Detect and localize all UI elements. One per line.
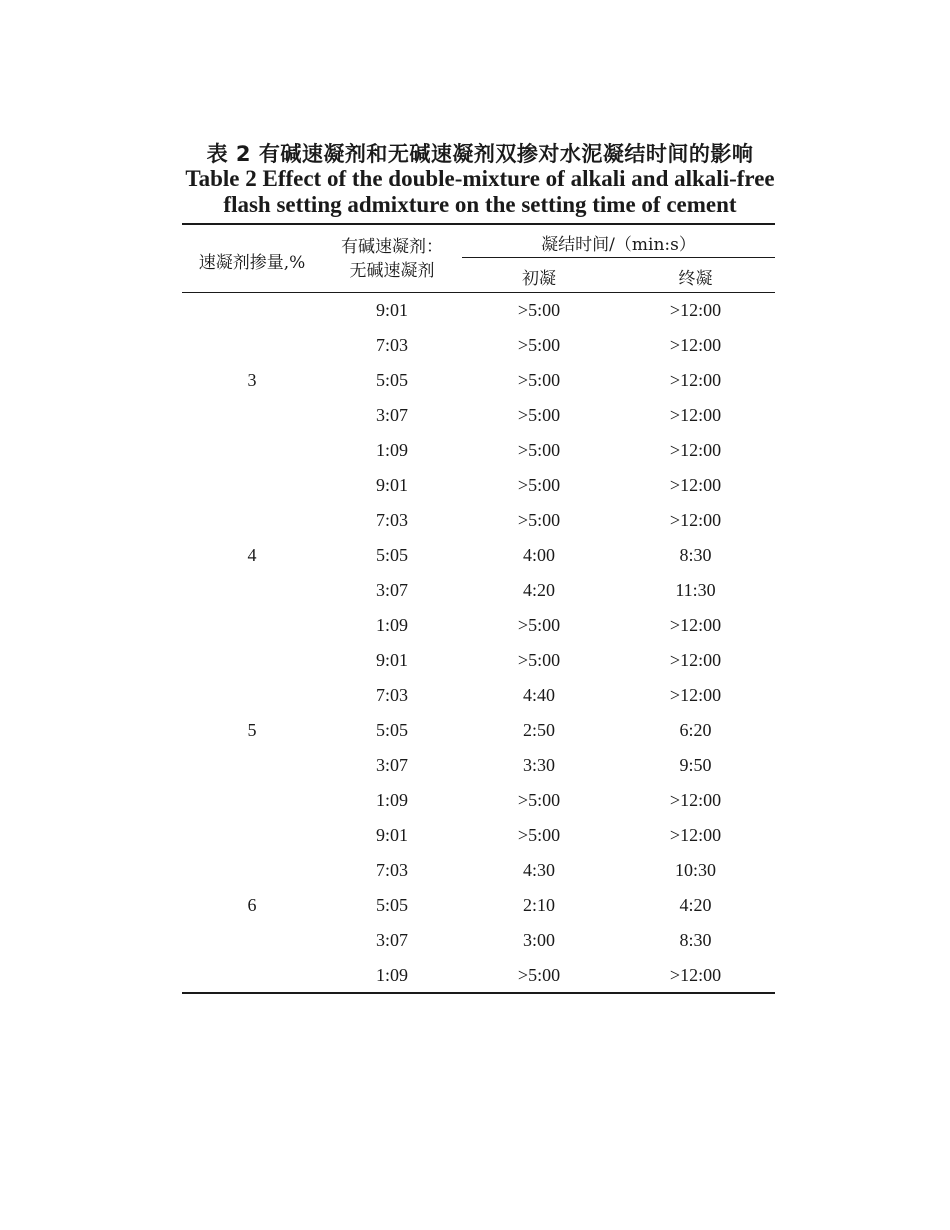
cell-ratio: 9:01: [375, 825, 408, 845]
header-final-set: 终凝: [678, 269, 713, 289]
cell-initial-set: >5:00: [517, 475, 561, 495]
cell-final-set: 8:30: [679, 545, 712, 565]
cell-initial-set: 2:10: [522, 895, 555, 915]
cell-final-set: >12:00: [669, 300, 722, 320]
cell-final-set: 11:30: [675, 580, 716, 600]
cell-initial-set: 4:00: [522, 545, 555, 565]
cell-ratio: 9:01: [375, 475, 408, 495]
cell-initial-set: >5:00: [517, 510, 561, 530]
cell-dosage: 5: [247, 720, 257, 740]
cell-ratio: 9:01: [375, 650, 408, 670]
cell-final-set: 9:50: [679, 755, 712, 775]
cell-final-set: 8:30: [679, 930, 712, 950]
cell-final-set: 4:20: [679, 895, 712, 915]
caption-english-line1: Table 2 Effect of the double-mixture of alkali and alkali-free: [185, 166, 775, 191]
cell-dosage: 4: [247, 545, 257, 565]
cell-final-set: >12:00: [669, 475, 722, 495]
header-setting-time: 凝结时间/（min:s）: [541, 235, 696, 255]
cell-initial-set: 4:30: [522, 860, 555, 880]
cell-ratio: 1:09: [375, 440, 408, 460]
table-bottom-rule: [182, 992, 775, 994]
cell-dosage: 3: [247, 370, 257, 390]
cell-final-set: >12:00: [669, 685, 722, 705]
cell-ratio: 7:03: [375, 685, 408, 705]
cell-initial-set: >5:00: [517, 825, 561, 845]
cell-initial-set: 4:20: [522, 580, 555, 600]
cell-initial-set: 3:00: [522, 930, 555, 950]
cell-initial-set: >5:00: [517, 615, 561, 635]
cell-ratio: 9:01: [375, 300, 408, 320]
cell-final-set: >12:00: [669, 650, 722, 670]
cell-final-set: >12:00: [669, 825, 722, 845]
cell-initial-set: >5:00: [517, 965, 561, 985]
header-ratio-line1: 有碱速凝剂：: [341, 237, 443, 257]
cell-final-set: >12:00: [669, 370, 722, 390]
header-ratio-line2: 无碱速凝剂: [349, 261, 435, 281]
caption-english-line2: flash setting admixture on the setting time of cement: [223, 192, 737, 217]
cell-final-set: >12:00: [669, 965, 722, 985]
cell-dosage: 6: [247, 895, 257, 915]
header-dosage: 速凝剂掺量,%: [198, 253, 306, 273]
header-initial-set: 初凝: [522, 269, 556, 289]
cell-ratio: 7:03: [375, 860, 408, 880]
cell-initial-set: >5:00: [517, 440, 561, 460]
cell-final-set: 10:30: [674, 860, 716, 880]
cell-ratio: 1:09: [375, 965, 408, 985]
cell-ratio: 7:03: [375, 510, 408, 530]
cell-final-set: >12:00: [669, 405, 722, 425]
cell-initial-set: >5:00: [517, 790, 561, 810]
cell-initial-set: >5:00: [517, 300, 561, 320]
cell-ratio: 5:05: [375, 895, 408, 915]
cell-ratio: 7:03: [375, 335, 408, 355]
caption-chinese: 表 2 有碱速凝剂和无碱速凝剂双掺对水泥凝结时间的影响: [206, 142, 754, 166]
cell-ratio: 3:07: [375, 580, 408, 600]
cell-final-set: >12:00: [669, 335, 722, 355]
cell-ratio: 5:05: [375, 545, 408, 565]
cell-final-set: >12:00: [669, 440, 722, 460]
cell-ratio: 5:05: [375, 370, 408, 390]
cell-initial-set: >5:00: [517, 370, 561, 390]
cell-initial-set: >5:00: [517, 405, 561, 425]
cell-final-set: >12:00: [669, 615, 722, 635]
cell-ratio: 3:07: [375, 930, 408, 950]
cell-ratio: 5:05: [375, 720, 408, 740]
cell-final-set: >12:00: [669, 510, 722, 530]
cell-initial-set: 3:30: [522, 755, 555, 775]
cell-ratio: 1:09: [375, 790, 408, 810]
cell-initial-set: 2:50: [522, 720, 555, 740]
cell-ratio: 3:07: [375, 755, 408, 775]
table-top-rule: [182, 223, 775, 225]
cell-initial-set: >5:00: [517, 335, 561, 355]
cell-final-set: 6:20: [679, 720, 712, 740]
cell-ratio: 3:07: [375, 405, 408, 425]
cell-ratio: 1:09: [375, 615, 408, 635]
header-ratio: [322, 235, 462, 283]
cell-initial-set: 4:40: [522, 685, 555, 705]
cell-initial-set: >5:00: [517, 650, 561, 670]
cell-final-set: >12:00: [669, 790, 722, 810]
header-sub-rule: [462, 257, 775, 258]
